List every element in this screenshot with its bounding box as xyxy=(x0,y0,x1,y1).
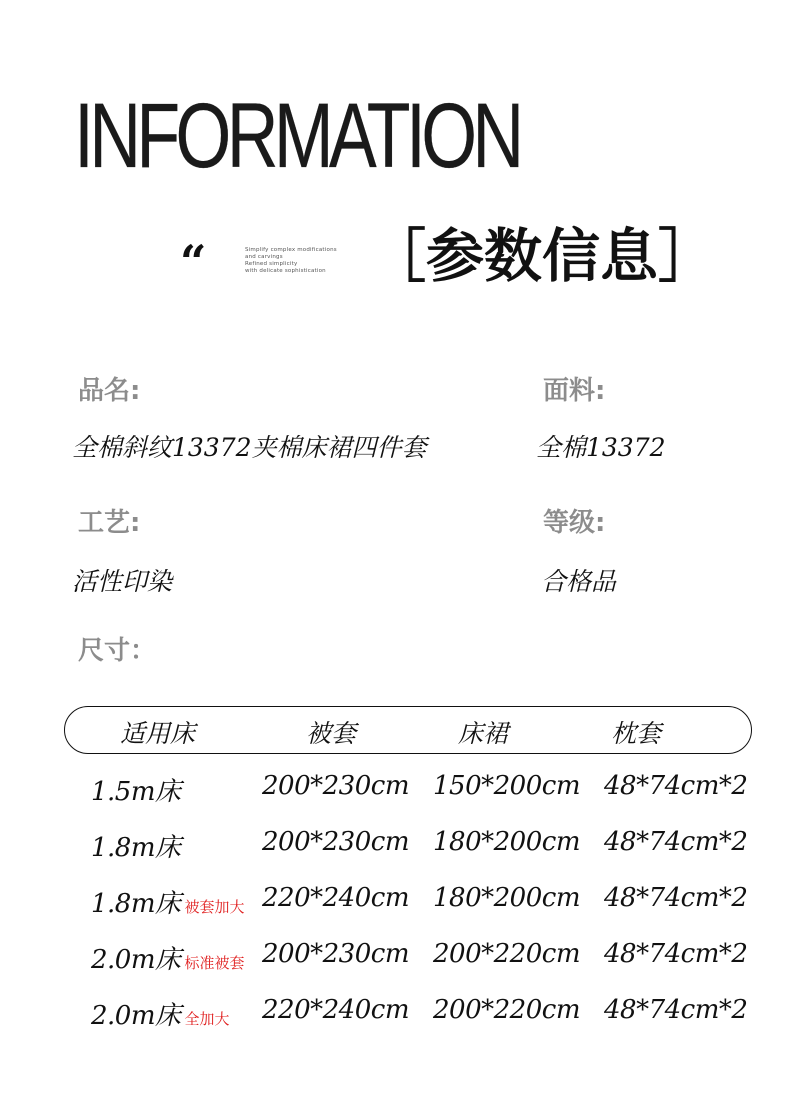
craft-label: 工艺: xyxy=(78,508,141,538)
tagline-line: with delicate sophistication xyxy=(245,268,326,274)
bed-size: 1.8m床 xyxy=(91,833,181,863)
quote-mark: “ xyxy=(180,235,207,289)
product-name-label: 品名: xyxy=(78,376,141,406)
row-duvet: 220*240cm xyxy=(262,883,409,913)
row-skirt: 150*200cm xyxy=(433,771,580,801)
row-bed xyxy=(91,827,185,864)
row-skirt: 180*200cm xyxy=(433,883,580,913)
grade-value: 合格品 xyxy=(541,567,617,596)
row-bed xyxy=(91,883,245,920)
product-name-value: 全棉斜纹13372夹棉床裙四件套 xyxy=(72,433,427,462)
craft-value: 活性印染 xyxy=(72,567,173,596)
header-pillow: 枕套 xyxy=(611,719,662,748)
fabric-value: 全棉13372 xyxy=(536,433,666,462)
tagline-line: and carvings xyxy=(245,254,283,260)
row-pillow: 48*74cm*2 xyxy=(604,939,748,969)
bed-size: 1.8m床 xyxy=(91,889,181,919)
row-duvet: 200*230cm xyxy=(262,939,409,969)
row-duvet: 200*230cm xyxy=(262,771,409,801)
row-skirt: 200*220cm xyxy=(433,939,580,969)
parameter-info-title: ［参数信息］ xyxy=(368,222,717,290)
tagline-line: Simplify complex modifications xyxy=(245,247,337,253)
header-skirt: 床裙 xyxy=(458,719,509,748)
row-duvet: 200*230cm xyxy=(262,827,409,857)
row-pillow: 48*74cm*2 xyxy=(604,827,748,857)
fabric-label: 面料: xyxy=(543,376,606,406)
bed-size: 2.0m床 xyxy=(91,1001,181,1031)
tagline-line: Refined simplicity xyxy=(245,261,298,267)
header-duvet: 被套 xyxy=(306,719,357,748)
row-tag: 全加大 xyxy=(184,1010,230,1028)
row-duvet: 220*240cm xyxy=(262,995,409,1025)
grade-label: 等级: xyxy=(543,508,606,538)
size-label: 尺寸： xyxy=(78,636,157,666)
row-bed xyxy=(91,939,245,976)
row-pillow: 48*74cm*2 xyxy=(604,883,748,913)
row-skirt: 200*220cm xyxy=(433,995,580,1025)
tagline xyxy=(245,247,337,275)
row-tag: 标准被套 xyxy=(184,954,245,972)
row-bed xyxy=(91,995,230,1032)
information-title: INFORMATION xyxy=(74,85,520,187)
row-tag: 被套加大 xyxy=(184,898,245,916)
header-bed: 适用床 xyxy=(120,719,196,748)
row-bed xyxy=(91,771,185,808)
bed-size: 2.0m床 xyxy=(91,945,181,975)
row-skirt: 180*200cm xyxy=(433,827,580,857)
row-pillow: 48*74cm*2 xyxy=(604,771,748,801)
bed-size: 1.5m床 xyxy=(91,777,181,807)
row-pillow: 48*74cm*2 xyxy=(604,995,748,1025)
